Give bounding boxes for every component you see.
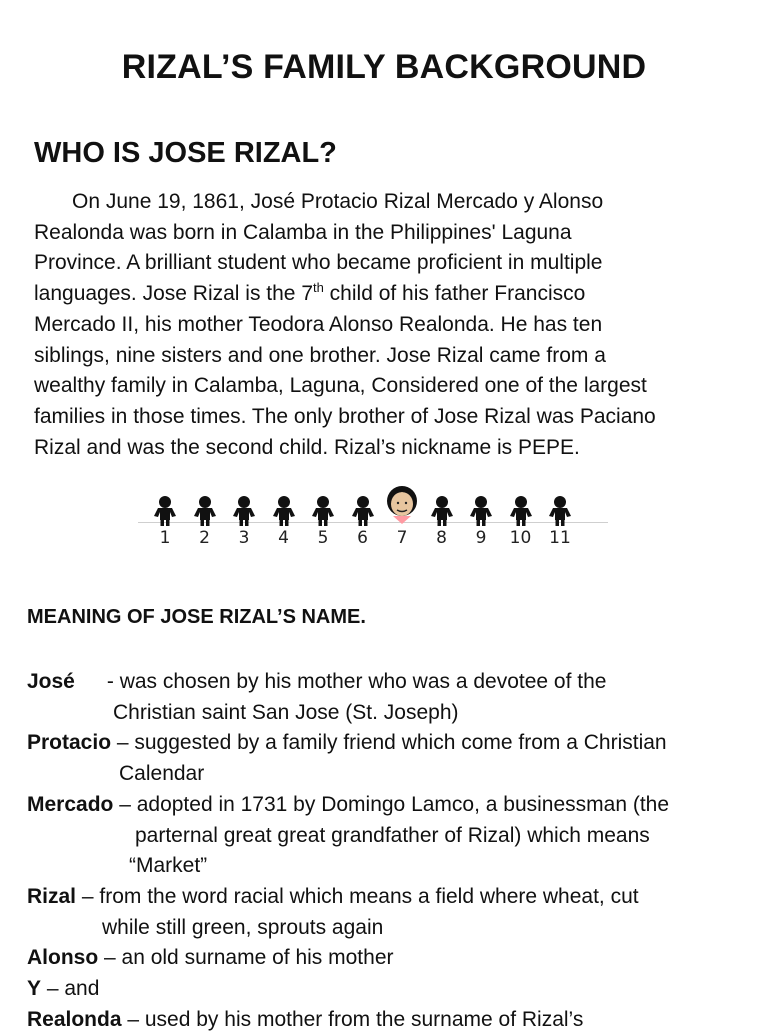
paragraph-line: Realonda was born in Calamba in the Philippines' Laguna — [34, 220, 572, 244]
paragraph-line: Mercado II, his mother Teodora Alonso Realonda. He has ten — [34, 312, 603, 336]
definition-continuation: while still green, sprouts again — [102, 915, 384, 939]
child-figure-icon — [346, 496, 380, 526]
paragraph-text: child of his father Francisco — [323, 282, 586, 306]
sibling-number: 4 — [278, 528, 289, 548]
intro-paragraph — [34, 187, 749, 463]
term-realonda: Realonda — [27, 1007, 122, 1031]
definition-text: – used by his mother from the surname of Rizal’s — [121, 1007, 584, 1031]
sibling-figure — [464, 480, 498, 550]
definition-text: – from the word racial which means a field where wheat, cut — [76, 884, 639, 908]
meaning-protacio — [27, 728, 757, 759]
ordinal-suffix: th — [313, 280, 324, 296]
meaning-jose — [27, 667, 757, 698]
child-figure-icon — [227, 496, 261, 526]
siblings-illustration — [138, 480, 608, 550]
child-figure-icon — [543, 496, 577, 526]
sibling-figure — [188, 480, 222, 550]
term-alonso: Alonso — [27, 946, 99, 970]
sibling-number: 5 — [317, 528, 329, 548]
term-mercado: Mercado — [27, 792, 114, 816]
definition-continuation: parternal great great grandfather of Rizal) which means — [135, 823, 650, 847]
child-figure-icon — [504, 496, 538, 526]
child-figure-icon — [306, 496, 340, 526]
meaning-y — [27, 974, 757, 1005]
paragraph-text: languages. Jose Rizal is the 7 — [34, 282, 313, 306]
term-jose: José — [27, 670, 75, 693]
sibling-figure — [543, 480, 577, 550]
paragraph-line: siblings, nine sisters and one brother. Jose Rizal came from a — [34, 343, 606, 367]
paragraph-line — [34, 279, 749, 310]
definition-text: - was chosen by his mother who was a devotee of the — [106, 670, 607, 693]
sibling-figure — [306, 480, 340, 550]
definition-text: – an old surname of his mother — [98, 946, 394, 970]
paragraph-line: families in those times. The only brother of Jose Rizal was Paciano — [34, 404, 656, 428]
definition-continuation: “Market” — [129, 854, 208, 878]
sibling-number: 1 — [159, 528, 171, 548]
section-title-name-meaning: MEANING OF JOSE RIZAL’S NAME. — [27, 606, 366, 628]
meaning-realonda — [27, 1005, 757, 1035]
section-title-who-is-rizal: WHO IS JOSE RIZAL? — [34, 137, 337, 169]
definition-text: – adopted in 1731 by Domingo Lamco, a businessman (the — [113, 792, 670, 816]
child-figure-icon — [148, 496, 182, 526]
sibling-number: 8 — [436, 528, 447, 548]
definition-continuation: Calendar — [119, 762, 205, 786]
sibling-number: 7 — [396, 528, 408, 548]
sibling-number: 9 — [475, 528, 487, 548]
paragraph-line: Province. A brilliant student who became proficient in multiple — [34, 251, 603, 275]
meaning-alonso — [27, 943, 757, 974]
sibling-number: 6 — [357, 528, 368, 548]
child-figure-icon — [425, 496, 459, 526]
sibling-number: 10 — [509, 528, 532, 548]
definition-text: – and — [41, 977, 100, 1001]
rizal-portrait-icon — [385, 484, 419, 526]
paragraph-line: Rizal and was the second child. Rizal’s nickname is PEPE. — [34, 435, 580, 459]
child-figure-icon — [188, 496, 222, 526]
term-y: Y — [27, 977, 42, 1001]
sibling-rizal — [385, 480, 419, 550]
meaning-rizal — [27, 882, 757, 913]
sibling-number: 3 — [238, 528, 250, 548]
meaning-mercado — [27, 790, 757, 821]
paragraph-line: wealthy family in Calamba, Laguna, Considered one of the largest — [34, 374, 647, 398]
definition-text: – suggested by a family friend which come from a Christian — [111, 731, 667, 755]
sibling-figure — [425, 480, 459, 550]
sibling-figure — [227, 480, 261, 550]
child-figure-icon — [464, 496, 498, 526]
sibling-figure — [504, 480, 538, 550]
name-meanings-list — [27, 667, 757, 1035]
child-figure-icon — [267, 496, 301, 526]
sibling-figure — [267, 480, 301, 550]
sibling-number: 11 — [549, 528, 571, 548]
page-title: RIZAL’S FAMILY BACKGROUND — [121, 48, 647, 86]
paragraph-line: On June 19, 1861, José Protacio Rizal Mercado y Alonso — [72, 190, 604, 213]
definition-continuation: Christian saint San Jose (St. Joseph) — [113, 700, 459, 724]
sibling-figure — [346, 480, 380, 550]
term-rizal: Rizal — [27, 884, 77, 908]
term-protacio: Protacio — [27, 731, 112, 755]
sibling-number: 2 — [199, 528, 210, 548]
sibling-figure — [148, 480, 182, 550]
